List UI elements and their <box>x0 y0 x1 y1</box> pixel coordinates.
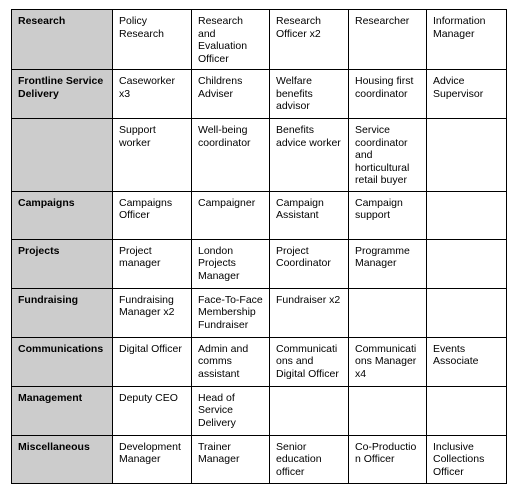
role-cell: Project Coordinator <box>270 239 349 288</box>
role-cell: Co-Productio n Officer <box>349 435 427 483</box>
table-row-communications <box>12 337 507 386</box>
role-cell <box>427 288 507 337</box>
role-cell: Admin and comms assistant <box>192 337 270 386</box>
role-cell: Housing first coordinator <box>349 70 427 119</box>
role-cell: Programme Manager <box>349 239 427 288</box>
role-cell <box>349 386 427 435</box>
table-row-fundraising <box>12 288 507 337</box>
role-cell: Trainer Manager <box>192 435 270 483</box>
role-cell: Face-To-Face Membership Fundraiser <box>192 288 270 337</box>
role-cell <box>427 239 507 288</box>
role-cell: Fundraiser x2 <box>270 288 349 337</box>
role-cell: Well-being coordinator <box>192 119 270 192</box>
category-cell <box>12 119 113 192</box>
role-cell: Digital Officer <box>113 337 192 386</box>
role-cell <box>349 288 427 337</box>
table-row-frontline-continued <box>12 119 507 192</box>
role-cell: Development Manager <box>113 435 192 483</box>
category-cell: Miscellaneous <box>12 435 113 483</box>
table-row-projects <box>12 239 507 288</box>
role-cell <box>427 191 507 239</box>
role-cell <box>270 386 349 435</box>
role-cell: Project manager <box>113 239 192 288</box>
role-cell: Service coordinator and horticultural retail buyer <box>349 119 427 192</box>
category-cell: Fundraising <box>12 288 113 337</box>
category-cell: Research <box>12 10 113 70</box>
role-cell: Head of Service Delivery <box>192 386 270 435</box>
role-cell: Inclusive Collections Officer <box>427 435 507 483</box>
role-cell: Events Associate <box>427 337 507 386</box>
table-row-frontline <box>12 70 507 119</box>
role-cell: Research and Evaluation Officer <box>192 10 270 70</box>
table-row-campaigns <box>12 191 507 239</box>
role-cell: Campaign support <box>349 191 427 239</box>
category-cell: Management <box>12 386 113 435</box>
role-cell: Campaign Assistant <box>270 191 349 239</box>
role-cell: Communicati ons and Digital Officer <box>270 337 349 386</box>
role-cell: Researcher <box>349 10 427 70</box>
role-cell: Fundraising Manager x2 <box>113 288 192 337</box>
role-cell: Information Manager <box>427 10 507 70</box>
role-cell: Benefits advice worker <box>270 119 349 192</box>
role-cell: Campaigns Officer <box>113 191 192 239</box>
role-cell <box>427 119 507 192</box>
category-cell: Projects <box>12 239 113 288</box>
role-cell: Research Officer x2 <box>270 10 349 70</box>
role-cell: Childrens Adviser <box>192 70 270 119</box>
category-cell: Campaigns <box>12 191 113 239</box>
role-cell: Support worker <box>113 119 192 192</box>
role-cell: Welfare benefits advisor <box>270 70 349 119</box>
role-cell: London Projects Manager <box>192 239 270 288</box>
table-row-research <box>12 10 507 70</box>
role-cell: Senior education officer <box>270 435 349 483</box>
role-cell: Policy Research <box>113 10 192 70</box>
role-cell: Advice Supervisor <box>427 70 507 119</box>
category-cell: Communications <box>12 337 113 386</box>
role-cell <box>427 386 507 435</box>
table-row-management <box>12 386 507 435</box>
role-cell: Campaigner <box>192 191 270 239</box>
table-row-miscellaneous <box>12 435 507 483</box>
role-cell: Deputy CEO <box>113 386 192 435</box>
roles-table <box>11 9 507 484</box>
role-cell: Caseworker x3 <box>113 70 192 119</box>
category-cell: Frontline Service Delivery <box>12 70 113 119</box>
role-cell: Communicati ons Manager x4 <box>349 337 427 386</box>
